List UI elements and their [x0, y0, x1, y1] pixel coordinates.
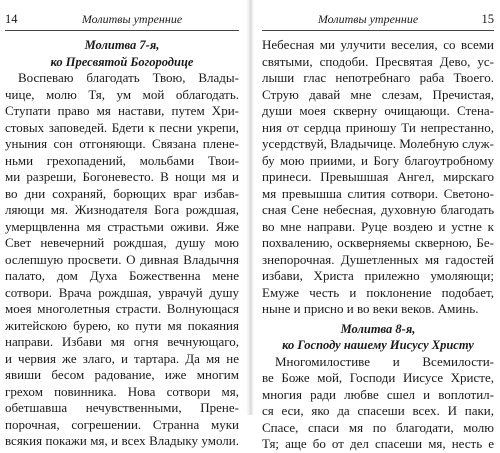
running-title: Молитвы утренние: [81, 12, 183, 26]
text-line: во дни сохраняй, борющих враг избав-: [5, 185, 239, 201]
left-page: [0, 0, 243, 448]
text-line: ми разреши, Богоневесто. В нощи мя и: [5, 169, 239, 184]
text-line: явиши бесом радование, иже многим: [5, 367, 239, 382]
text-line: сная Сене небесная, духовную благодать: [262, 202, 494, 217]
prayer-heading-subtitle: ко Господу нашему Иисусу Христу: [282, 338, 474, 352]
left-page-header: [5, 8, 239, 31]
prayer-text: [262, 354, 494, 453]
text-line: всякия покажи мя, и всех Владыку умоли.: [5, 433, 239, 448]
text-line: Многомилостиве и Всемилости-: [275, 353, 494, 369]
page-number: 15: [481, 12, 494, 26]
right-page-header: [262, 8, 494, 31]
text-line: многия ради любве сшел и воплотил-: [262, 386, 494, 402]
text-line: ослепшую просвети. О дивная Владычня: [5, 251, 239, 267]
text-line: порочная, согрешении. Странна муки: [5, 416, 239, 432]
text-line: бу мою приими, и Богу благоутробному: [262, 152, 494, 168]
text-line: Небесная ми улучити веселия, со всеми: [262, 37, 494, 52]
text-line: души моея скверну очищающи. Стена-: [262, 103, 494, 118]
text-line: ляющи мя. Жизнодателя Бога рождшая,: [5, 202, 239, 217]
page-number: 14: [5, 12, 18, 26]
text-line: направи. Избави мя огня вечнующаго,: [5, 334, 239, 349]
text-line: ния от сердца приношу Ти непрестанно,: [262, 119, 494, 135]
prayer-text: [5, 70, 239, 450]
text-line: мя превышша слития сотвори. Светоно-: [262, 185, 494, 201]
text-line: стовых заповедей. Бдети к песни укрепи,: [5, 119, 239, 135]
text-line: похвалению, оскверняемы скверною, Бе-: [262, 235, 494, 250]
text-line: Емуже честь и поклонение подобает,: [262, 284, 494, 300]
text-line: Спасе, спаси мя по благодати, молю: [262, 419, 494, 435]
left-page-body: [5, 37, 239, 450]
prayer-text-continued: [262, 37, 494, 318]
prayer-heading: Молитва 8-я,: [340, 321, 416, 336]
text-line: Тя; аще бо от дел спасеши мя, несть е: [262, 436, 494, 451]
running-title: Молитвы утренние: [317, 12, 419, 26]
prayer-heading: Молитва 7-я,: [84, 38, 160, 52]
text-line: Воспеваю благодать Твою, Влады-: [18, 70, 239, 85]
text-line: сотвори. Врача рождшая, уврачуй душу: [5, 284, 239, 300]
text-line: усердствуй, Владычице. Молебную служ-: [262, 136, 494, 151]
prayer-heading-subtitle: ко Пресвятой Богородице: [50, 54, 194, 69]
text-line: ве Боже мой, Господи Иисусе Христе,: [262, 370, 494, 385]
text-line: ся еси, яко да спасеши всех. И паки,: [262, 403, 494, 418]
text-line: умерщвленна мя страстьми оживи. Яже: [5, 218, 239, 234]
text-line: палато, дом Духа Божественна мене: [5, 268, 239, 283]
book-gutter: [246, 0, 254, 415]
text-line: грехом повинника. Нова сотвори мя,: [5, 383, 239, 399]
text-line: принеси. Превышшая Ангел, мирскаго: [262, 169, 494, 184]
right-page-body: [262, 37, 494, 453]
text-line: святыми, сподоби. Пресвятая Дево, ус-: [262, 53, 494, 69]
text-line: моея многолетныя страсти. Волнующася: [5, 301, 239, 316]
text-line: ныне и присно и во веки веков. Аминь.: [262, 301, 479, 316]
text-line: лыши глас непотребнаго раба Твоего.: [262, 70, 494, 85]
text-line: избави, Христа прилежно умоляющи;: [262, 268, 494, 283]
text-line: и червия же злаго, и тартара. Да мя не: [5, 350, 239, 366]
text-line: обетшавша нечувственными, Прене-: [5, 400, 239, 415]
text-line: знепорочная. Душетленных мя гадостей: [262, 251, 494, 267]
right-page: [257, 0, 500, 451]
text-line: чице, молю Тя, ум мой облагодать.: [5, 86, 239, 102]
text-line: житейскою бурею, ко пути мя покаяния: [5, 317, 239, 333]
text-line: уныния сон отгоняющи. Связана плене-: [5, 136, 239, 151]
text-line: ньми грехопадений, мольбами Твои-: [5, 152, 239, 168]
text-line: Свет невечерний рождшая, душу мою: [5, 235, 239, 250]
text-line: во мне направи. Руце воздею и устне к: [262, 218, 494, 234]
text-line: Ступати право мя настави, путем Хри-: [5, 103, 239, 118]
text-line: Струю давай мне слезам, Пречистая,: [262, 86, 494, 102]
